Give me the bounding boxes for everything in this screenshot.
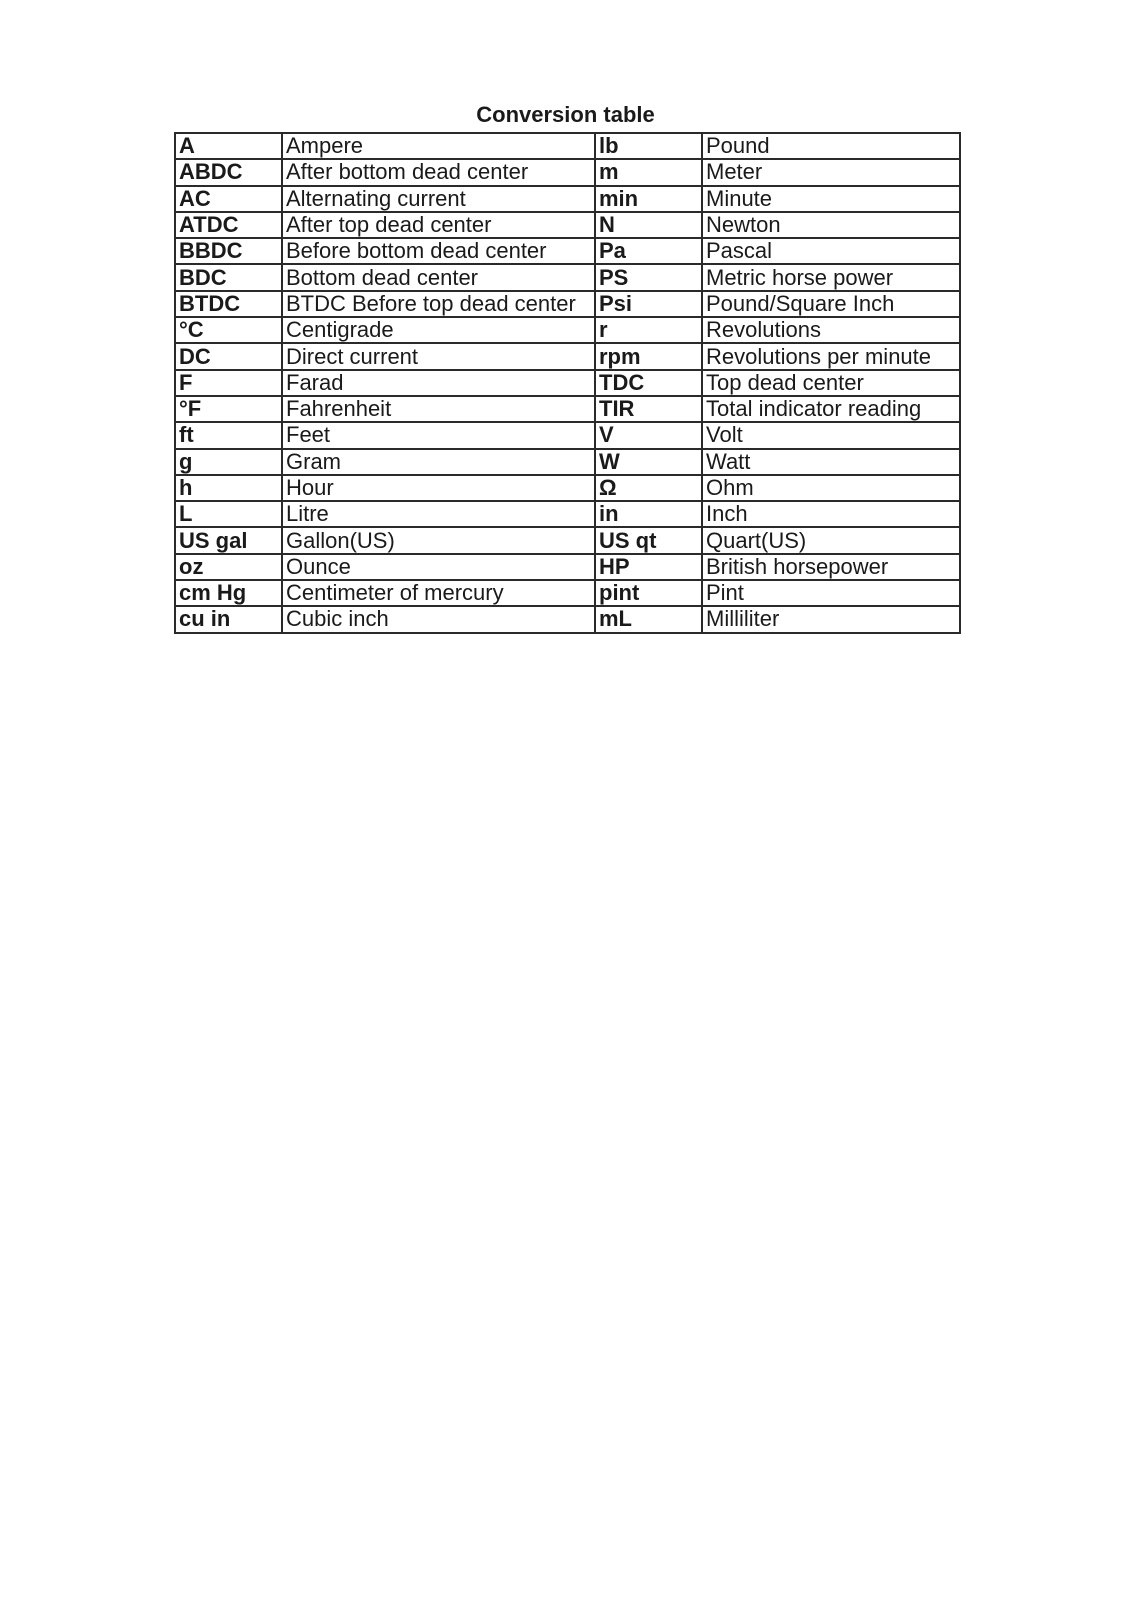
unit-name: Ohm xyxy=(702,475,960,501)
table-row xyxy=(175,580,960,606)
unit-abbreviation: F xyxy=(175,370,282,396)
unit-name: Before bottom dead center xyxy=(282,238,595,264)
unit-name: Quart(US) xyxy=(702,527,960,553)
unit-abbreviation: TIR xyxy=(595,396,702,422)
table-row xyxy=(175,343,960,369)
unit-abbreviation: V xyxy=(595,422,702,448)
unit-name: Newton xyxy=(702,212,960,238)
unit-name: Revolutions xyxy=(702,317,960,343)
unit-name: Milliliter xyxy=(702,606,960,632)
unit-name: Volt xyxy=(702,422,960,448)
unit-name: Pound xyxy=(702,133,960,159)
unit-name: Litre xyxy=(282,501,595,527)
unit-name: Gram xyxy=(282,449,595,475)
unit-abbreviation: mL xyxy=(595,606,702,632)
unit-abbreviation: PS xyxy=(595,264,702,290)
unit-abbreviation: BTDC xyxy=(175,291,282,317)
unit-abbreviation: ABDC xyxy=(175,159,282,185)
unit-name: Fahrenheit xyxy=(282,396,595,422)
unit-name: Metric horse power xyxy=(702,264,960,290)
table-row xyxy=(175,186,960,212)
conversion-table xyxy=(174,132,961,634)
table-row xyxy=(175,317,960,343)
unit-name: Revolutions per minute xyxy=(702,343,960,369)
unit-name: Total indicator reading xyxy=(702,396,960,422)
unit-abbreviation: lb xyxy=(595,133,702,159)
table-row xyxy=(175,291,960,317)
unit-abbreviation: ATDC xyxy=(175,212,282,238)
unit-abbreviation: AC xyxy=(175,186,282,212)
unit-abbreviation: g xyxy=(175,449,282,475)
unit-name: British horsepower xyxy=(702,554,960,580)
unit-abbreviation: L xyxy=(175,501,282,527)
unit-abbreviation: cm Hg xyxy=(175,580,282,606)
page-title: Conversion table xyxy=(476,102,655,127)
unit-abbreviation: rpm xyxy=(595,343,702,369)
unit-abbreviation: Psi xyxy=(595,291,702,317)
unit-name: Ounce xyxy=(282,554,595,580)
unit-abbreviation: in xyxy=(595,501,702,527)
unit-abbreviation: h xyxy=(175,475,282,501)
unit-name: Watt xyxy=(702,449,960,475)
table-row xyxy=(175,527,960,553)
unit-abbreviation: HP xyxy=(595,554,702,580)
unit-name: Direct current xyxy=(282,343,595,369)
table-row xyxy=(175,264,960,290)
unit-name: Bottom dead center xyxy=(282,264,595,290)
unit-name: Hour xyxy=(282,475,595,501)
unit-name: Gallon(US) xyxy=(282,527,595,553)
unit-name: Ampere xyxy=(282,133,595,159)
table-row xyxy=(175,370,960,396)
table-row xyxy=(175,396,960,422)
unit-name: Centimeter of mercury xyxy=(282,580,595,606)
unit-abbreviation: BBDC xyxy=(175,238,282,264)
table-row xyxy=(175,212,960,238)
unit-abbreviation: A xyxy=(175,133,282,159)
unit-name: Centigrade xyxy=(282,317,595,343)
unit-name: Pascal xyxy=(702,238,960,264)
unit-name: Farad xyxy=(282,370,595,396)
unit-abbreviation: Pa xyxy=(595,238,702,264)
unit-abbreviation: pint xyxy=(595,580,702,606)
conversion-table-body xyxy=(175,133,960,633)
unit-abbreviation: US gal xyxy=(175,527,282,553)
unit-name: Pound/Square Inch xyxy=(702,291,960,317)
unit-name: Inch xyxy=(702,501,960,527)
table-row xyxy=(175,606,960,632)
unit-abbreviation: US qt xyxy=(595,527,702,553)
unit-name: Feet xyxy=(282,422,595,448)
table-row xyxy=(175,501,960,527)
unit-name: Meter xyxy=(702,159,960,185)
unit-name: BTDC Before top dead center xyxy=(282,291,595,317)
table-row xyxy=(175,422,960,448)
unit-abbreviation: BDC xyxy=(175,264,282,290)
unit-abbreviation: Ω xyxy=(595,475,702,501)
table-row xyxy=(175,133,960,159)
unit-abbreviation: W xyxy=(595,449,702,475)
unit-name: Alternating current xyxy=(282,186,595,212)
unit-abbreviation: DC xyxy=(175,343,282,369)
table-row xyxy=(175,159,960,185)
unit-name: After top dead center xyxy=(282,212,595,238)
unit-abbreviation: m xyxy=(595,159,702,185)
unit-abbreviation: °C xyxy=(175,317,282,343)
unit-name: Top dead center xyxy=(702,370,960,396)
unit-name: Cubic inch xyxy=(282,606,595,632)
table-row xyxy=(175,238,960,264)
unit-abbreviation: N xyxy=(595,212,702,238)
unit-name: After bottom dead center xyxy=(282,159,595,185)
unit-name: Pint xyxy=(702,580,960,606)
unit-abbreviation: ft xyxy=(175,422,282,448)
unit-abbreviation: min xyxy=(595,186,702,212)
unit-abbreviation: r xyxy=(595,317,702,343)
unit-name: Minute xyxy=(702,186,960,212)
unit-abbreviation: °F xyxy=(175,396,282,422)
unit-abbreviation: cu in xyxy=(175,606,282,632)
table-row xyxy=(175,475,960,501)
unit-abbreviation: TDC xyxy=(595,370,702,396)
table-row xyxy=(175,554,960,580)
table-row xyxy=(175,449,960,475)
unit-abbreviation: oz xyxy=(175,554,282,580)
